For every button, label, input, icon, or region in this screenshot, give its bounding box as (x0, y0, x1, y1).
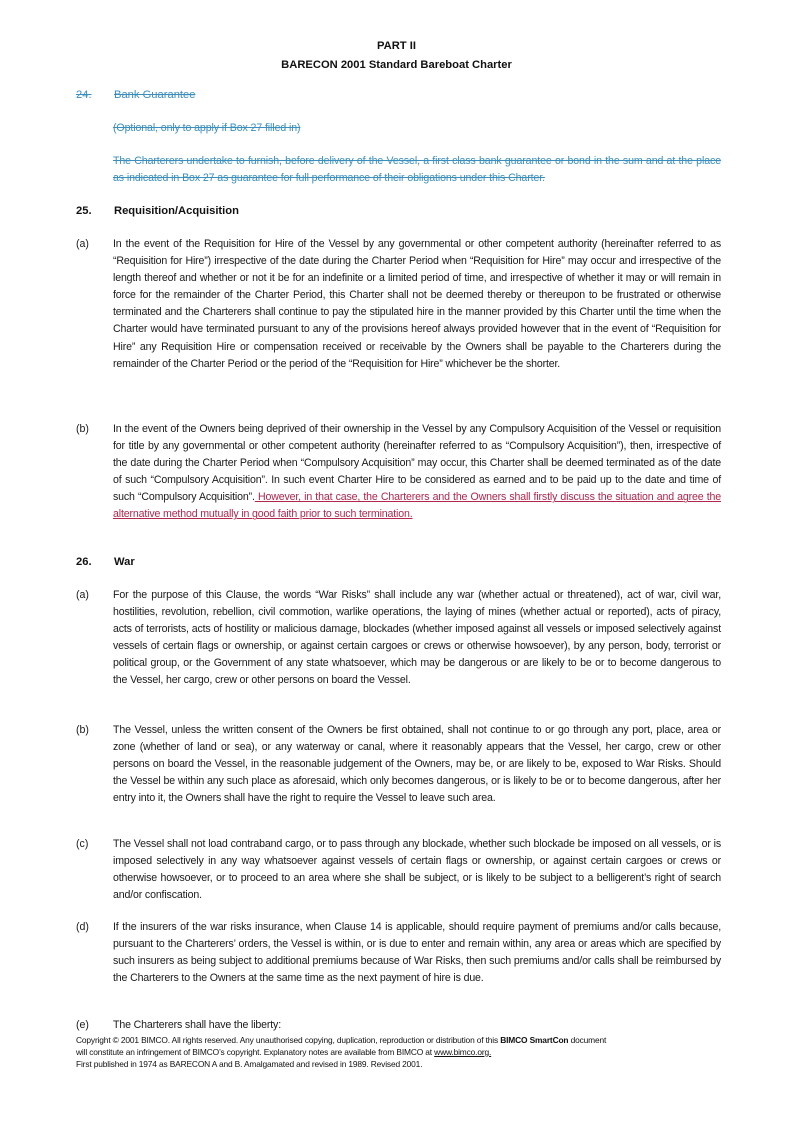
paragraph-text: In the event of the Requisition for Hire of the Vessel by any governmental or other competent authority (hereinafter referred to as “Requisition for Hire”) irrespective of the date during the Charter Period when “Requisition for Hire” may occur and irrespective of the length thereof and whether or not it be for an indefinite or a limited period of time, and irrespective of whether it may or will remain in force for the remainder of the Charter Period, this Charter shall not be deemed thereby or thereupon to be frustrated or otherwise terminated and the Charterers shall continue to pay the stipulated hire in the manner provided by this Charter until the time when the Charter would have terminated pursuant to any of the provisions hereof always provided however that in the event of “Requisition for Hire” any Requisition Hire or compensation received or receivable by the Owners shall be payable to the Charterers during the remainder of the Charter Period or the period of the “Requisition for Hire” whichever be the shorter. (113, 238, 721, 370)
clause-number: 25. (76, 205, 92, 217)
clause-26-paragraph-c (76, 836, 721, 904)
paragraph-label: (a) (76, 589, 89, 601)
paragraph-text: The Vessel, unless the written consent of the Owners be first obtained, shall not continue to or go through any port, place, area or zone (whether of land or sea), or any waterway or canal, where it reasonably appears that the Vessel, her cargo, crew or other persons on board the Vessel, in the reasonable judgement of the Owners, may be, or are likely to be, exposed to War Risks. Should the Vessel be within any such place as aforesaid, which only becomes dangerous, or is likely to be or to become dangerous, after her entry into it, the Owners shall have the right to require the Vessel to leave such area. (113, 724, 721, 805)
paragraph-amendment-text: However, in that case, the Charterers and the Owners shall firstly discuss the situation and agree the alternative method mutually in good faith prior to such termination. (113, 491, 721, 521)
paragraph-text: If the insurers of the war risks insurance, when Clause 14 is applicable, should require payment of premiums and/or calls because, pursuant to the Charterers’ orders, the Vessel is within, or is due to enter and remain within, any area or areas which are specified by such insurers as being subject to additional premiums because of War Risks, then such premiums and/or calls shall be reimbursed by the Charterers to the Owners at the same time as the next payment of hire is due. (113, 921, 721, 985)
paragraph-label: (e) (76, 1019, 89, 1031)
clause-title: Requisition/Acquisition (114, 205, 239, 217)
clause-26-paragraph-d (76, 919, 721, 987)
copyright-footer (76, 1034, 736, 1070)
footer-text: Copyright © 2001 BIMCO. All rights reserved. Any unauthorised copying, duplication, reproduction or distribution of this (76, 1035, 501, 1045)
footer-line-2 (76, 1046, 736, 1058)
clause-24-subtitle: (Optional, only to apply if Box 27 filled in) (113, 122, 301, 134)
document-title: BARECON 2001 Standard Bareboat Charter (281, 59, 512, 71)
clause-number: 24. (76, 89, 92, 101)
clause-25-paragraph-b (76, 421, 721, 524)
paragraph-text: The Charterers shall have the liberty: (113, 1019, 282, 1031)
clause-25-paragraph-a (76, 236, 721, 373)
clause-26-heading (76, 556, 135, 568)
paragraph-label: (c) (76, 838, 89, 850)
paragraph-text: For the purpose of this Clause, the words “War Risks” shall include any war (whether actual or threatened), act of war, civil war, hostilities, revolution, rebellion, civil commotion, warlike operations, the laying of mines (whether actual or reported), acts of piracy, acts of terrorists, acts of hostility or malicious damage, blockades (whether imposed against all vessels or imposed selectively against vessels of certain flags or ownership, or against certain cargoes or crews or otherwise howsoever), by any person, body, terrorist or political group, or the Government of any state whatsoever, which may be dangerous or are likely to be or to become dangerous to the Vessel, her cargo, crew or other persons on board the Vessel. (113, 589, 721, 687)
paragraph-label: (b) (76, 423, 89, 435)
paragraph-text (113, 421, 721, 524)
clause-24-body: The Charterers undertake to furnish, before delivery of the Vessel, a first class bank guarantee or bond in the sum and at the place as indicated in Box 27 as guarantee for full performance of their obligations under this Charter. (113, 155, 721, 184)
paragraph-text: The Vessel shall not load contraband cargo, or to pass through any blockade, whether such blockade be imposed on all vessels, or is imposed selectively in any way whatsoever against vessels of certain flags or ownership, or against certain cargoes or crews or otherwise howsoever, or to proceed to an area where she shall be subject, or is likely to be subject to a belligerent’s right of search and/or confiscation. (113, 838, 721, 902)
paragraph-original-text: In the event of the Owners being deprived of their ownership in the Vessel by any Compulsory Acquisition of the Vessel or requisition for title by any governmental or other competent authority (hereinafter referred to as “Compulsory Acquisition”), then, irrespective of the date during the Charter Period when “Compulsory Acquisition” may occur, this Charter shall be deemed terminated as of the date of such “Compulsory Acquisition”. In such event Charter Hire to be considered as earned and to be paid up to the date and time of such “Compulsory Acquisition”. (113, 423, 721, 504)
paragraph-label: (b) (76, 724, 89, 736)
clause-24-heading (76, 89, 195, 101)
clause-number: 26. (76, 556, 92, 568)
clause-26-paragraph-b (76, 722, 721, 807)
clause-26-paragraph-a (76, 587, 721, 690)
footer-line-1 (76, 1034, 736, 1046)
footer-text: document (568, 1035, 607, 1045)
clause-26-paragraph-e (76, 1017, 721, 1034)
footer-text: will constitute an infringement of BIMCO’s copyright. Explanatory notes are available from BIMCO at (76, 1047, 435, 1057)
paragraph-label: (a) (76, 238, 89, 250)
paragraph-label: (d) (76, 921, 89, 933)
part-heading: PART II (377, 40, 416, 52)
clause-25-heading (76, 205, 239, 217)
bimco-website-link[interactable]: www.bimco.org. (434, 1047, 492, 1057)
footer-product-name: BIMCO SmartCon (500, 1035, 569, 1045)
footer-line-3: First published in 1974 as BARECON A and B. Amalgamated and revised in 1989. Revised 2001. (76, 1059, 423, 1069)
clause-title: War (114, 556, 135, 568)
clause-title: Bank Guarantee (114, 89, 196, 101)
